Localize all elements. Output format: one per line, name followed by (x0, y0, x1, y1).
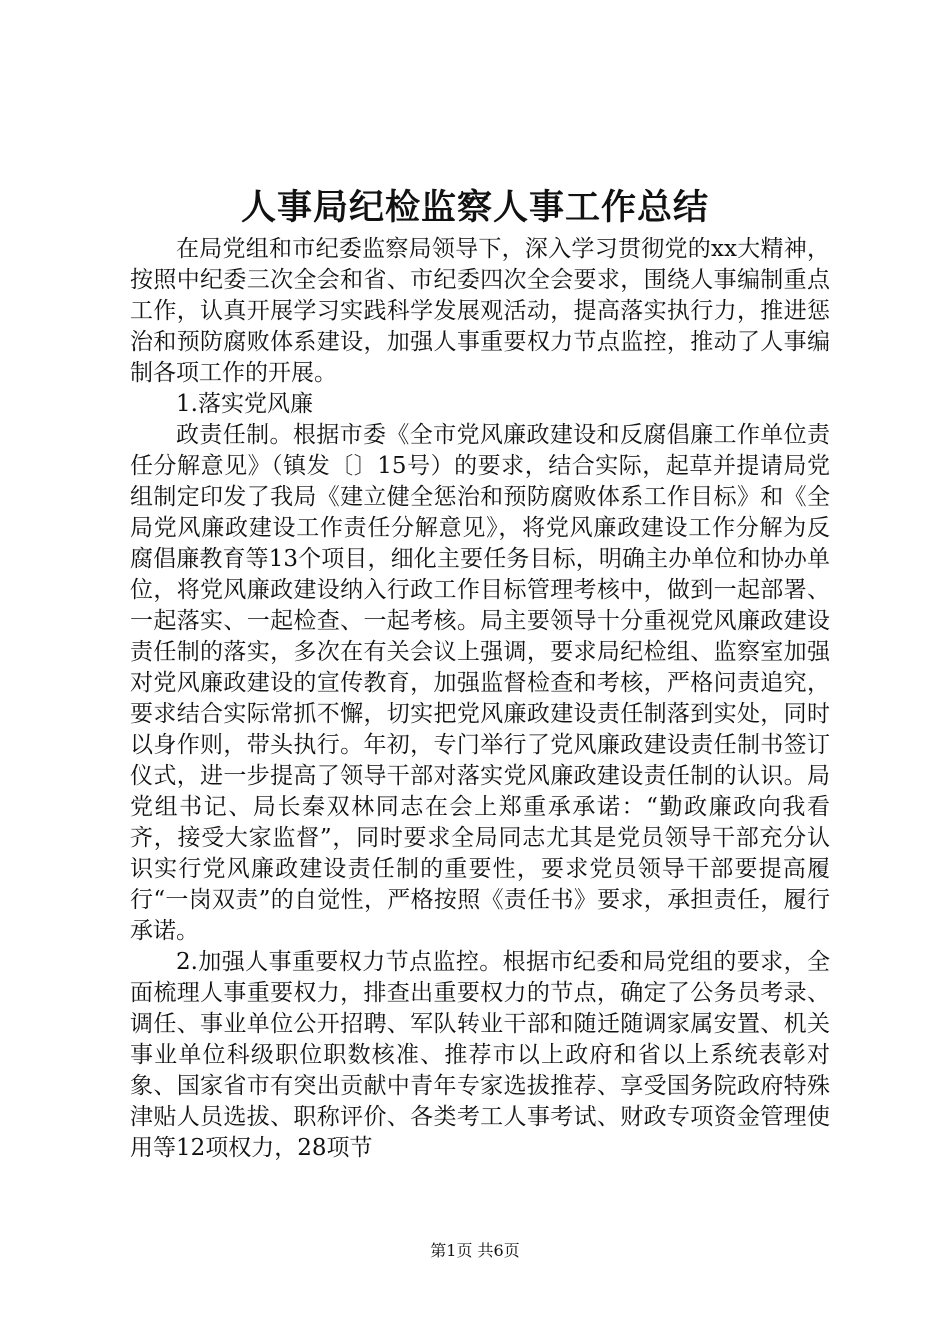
page-number-footer: 第1页 共6页 (430, 1241, 520, 1260)
paragraph-intro: 在局党组和市纪委监察局领导下，深入学习贯彻党的xx大精神，按照中纪委三次全会和省、市纪委四次全会要求，围绕人事编制重点工作，认真开展学习实践科学发展观活动，提高落实执行力，推进惩治和预防腐败体系建设，加强人事重要权力节点监控，推动了人事编制各项工作的开展。 (130, 236, 830, 386)
paragraph-section-2: 2.加强人事重要权力节点监控。根据市纪委和局党组的要求，全面梳理人事重要权力，排查出重要权力的节点，确定了公务员考录、调任、事业单位公开招聘、军队转业干部和随迁随调家属安置、机关事业单位科级职位职数核准、推荐市以上政府和省以上系统表彰对象、国家省市有突出贡献中青年专家选拔推荐、享受国务院政府特殊津贴人员选拔、职称评价、各类考工人事考试、财政专项资金管理使用等12项权力，28项节 (130, 949, 830, 1161)
paragraph-section-1-body: 政责任制。根据市委《全市党风廉政建设和反腐倡廉工作单位责任分解意见》（镇发〔〕15号）的要求，结合实际，起草并提请局党组制定印发了我局《建立健全惩治和预防腐败体系工作目标》和《全局党风廉政建设工作责任分解意见》，将党风廉政建设工作分解为反腐倡廉教育等13个项目，细化主要任务目标，明确主办单位和协办单位，将党风廉政建设纳入行政工作目标管理考核中，做到一起部署、一起落实、一起检查、一起考核。局主要领导十分重视党风廉政建设责任制的落实，多次在有关会议上强调，要求局纪检组、监察室加强对党风廉政建设的宣传教育，加强监督检查和考核，严格问责追究，要求结合实际常抓不懈，切实把党风廉政建设责任制落到实处，同时以身作则，带头执行。年初，专门举行了党风廉政建设责任制书签订仪式，进一步提高了领导干部对落实党风廉政建设责任制的认识。局党组书记、局长秦双林同志在会上郑重承承诺：“勤政廉政向我看齐，接受大家监督”，同时要求全局同志尤其是党员领导干部充分认识实行党风廉政建设责任制的重要性，要求党员领导干部要提高履行“一岗双责”的自觉性，严格按照《责任书》要求，承担责任，履行承诺。 (130, 422, 830, 944)
document-body (130, 234, 830, 1164)
document-title: 人事局纪检监察人事工作总结 (240, 187, 709, 228)
paragraph-section-1-heading: 1.落实党风廉 (176, 391, 313, 417)
